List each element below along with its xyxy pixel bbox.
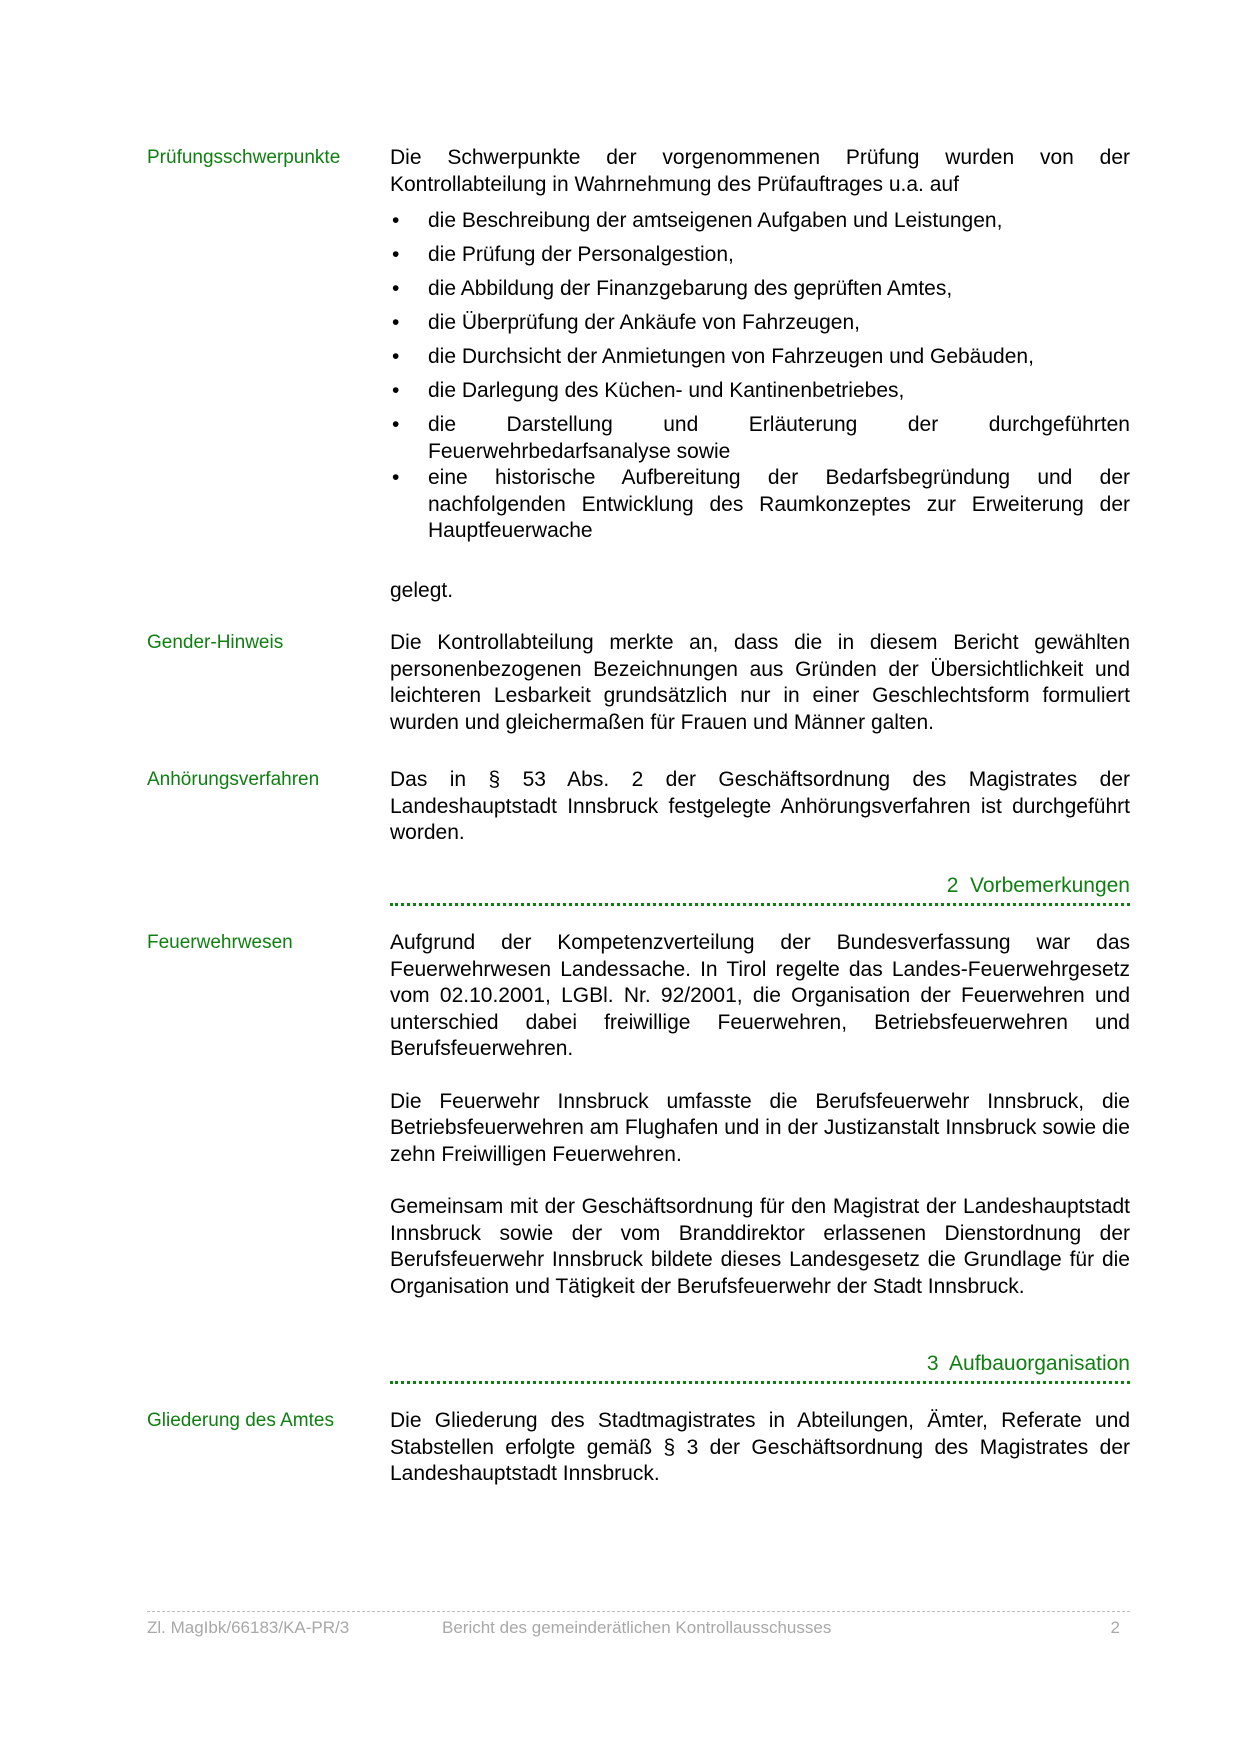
section-title: Vorbemerkungen	[970, 874, 1130, 897]
list-item: • die Darstellung und Erläuterung der durchgeführten Feuerwehrbedarfsanalyse sowie	[392, 413, 1130, 463]
section-divider	[390, 903, 1130, 906]
bullet-icon: •	[392, 243, 400, 266]
margin-label-gender-hinweis: Gender-Hinweis	[147, 632, 284, 653]
paragraph: Gemeinsam mit der Geschäftsordnung für den Magistrat der Landeshauptstadt Innsbruck sowie der vom Branddirektor erlassenen Dienstordnung der Berufsfeuerwehr Innsbruck bildete dieses Landesgesetz die Grundlage für die Organisation und Tätigkeit der Berufsfeuerwehr der Stadt Innsbruck.	[390, 1195, 1130, 1298]
anhoerungsverfahren-text: Das in § 53 Abs. 2 der Geschäftsordnung des Magistrates der Landeshauptstadt Innsbruck festgelegte Anhörungsverfahren ist durchgeführt worden.	[390, 768, 1130, 844]
list-item: • die Prüfung der Personalgestion,	[390, 242, 1130, 269]
section-number: 2	[946, 874, 959, 897]
paragraph: Die Feuerwehr Innsbruck umfasste die Berufsfeuerwehr Innsbruck, die Betriebsfeuerwehren am Flughafen und in der Justizanstalt Innsbruck sowie die zehn Freiwilligen Feuerwehren.	[390, 1089, 1130, 1166]
footer-page-number: 2	[1110, 1618, 1120, 1637]
bullet-icon: •	[392, 345, 400, 368]
list-item: • die Abbildung der Finanzgebarung des geprüften Amtes,	[390, 276, 1130, 303]
footer-reference: Zl. MagIbk/66183/KA-PR/3	[147, 1618, 350, 1637]
feuerwehrwesen-block	[390, 930, 1130, 1300]
list-item: • die Darlegung des Küchen- und Kantinenbetriebes,	[390, 378, 1130, 405]
gender-hinweis-text: Die Kontrollabteilung merkte an, dass die in diesem Bericht gewählten personenbezogenen Bezeichnungen aus Gründen der Übersichtlichkeit und leichteren Lesbarkeit grundsätzlich nur in einer Geschlechtsform formuliert wurden und gleichermaßen für Frauen und Männer galten.	[390, 631, 1130, 734]
bullet-icon: •	[392, 209, 400, 232]
section-number: 3	[926, 1352, 939, 1375]
pruefung-outro: gelegt.	[390, 579, 454, 602]
margin-label-pruefungsschwerpunkte: Prüfungsschwerpunkte	[147, 147, 341, 168]
section-heading-aufbauorganisation	[390, 1351, 1130, 1377]
margin-label-anhoerungsverfahren: Anhörungsverfahren	[147, 769, 320, 790]
list-item: • die Überprüfung der Ankäufe von Fahrzeugen,	[390, 310, 1130, 337]
list-item: • die Durchsicht der Anmietungen von Fahrzeugen und Gebäuden,	[390, 344, 1130, 371]
margin-label-gliederung-des-amtes: Gliederung des Amtes	[147, 1410, 334, 1431]
pruefung-bullet-list	[390, 208, 1130, 545]
bullet-icon: •	[392, 379, 400, 402]
gliederung-text: Die Gliederung des Stadtmagistrates in Abteilungen, Ämter, Referate und Stabstellen erfolgte gemäß § 3 der Geschäftsordnung des Magistrates der Landeshauptstadt Innsbruck.	[390, 1409, 1130, 1485]
margin-label-feuerwehrwesen: Feuerwehrwesen	[147, 932, 293, 953]
list-item: • die Beschreibung der amtseigenen Aufgaben und Leistungen,	[390, 208, 1130, 235]
list-item: • eine historische Aufbereitung der Bedarfsbegründung und der nachfolgenden Entwicklung des Raumkonzeptes zur Erweiterung der Hauptfeuerwache	[392, 466, 1130, 542]
bullet-icon: •	[392, 277, 400, 300]
bullet-icon: •	[392, 466, 400, 489]
pruefungsschwerpunkte-block	[390, 145, 1130, 552]
paragraph: Aufgrund der Kompetenzverteilung der Bundesverfassung war das Feuerwehrwesen Landessache. In Tirol regelte das Landes-Feuerwehrgesetz vom 02.10.2001, LGBl. Nr. 92/2001, die Organisation der Feuerwehren und unterschied dabei freiwillige Feuerwehren, Betriebsfeuerwehren und Berufsfeuerwehren.	[390, 931, 1130, 1060]
bullet-icon: •	[392, 311, 400, 334]
pruefung-intro: Die Schwerpunkte der vorgenommenen Prüfung wurden von der Kontrollabteilung in Wahrnehmung des Prüfauftrages u.a. auf	[390, 146, 1130, 196]
footer-report-title: Bericht des gemeinderätlichen Kontrollausschusses	[442, 1618, 832, 1637]
section-title: Aufbauorganisation	[949, 1352, 1130, 1375]
bullet-icon: •	[392, 413, 400, 436]
section-divider	[390, 1381, 1130, 1384]
section-heading-vorbemerkungen	[390, 873, 1130, 899]
footer-divider	[147, 1611, 1130, 1612]
